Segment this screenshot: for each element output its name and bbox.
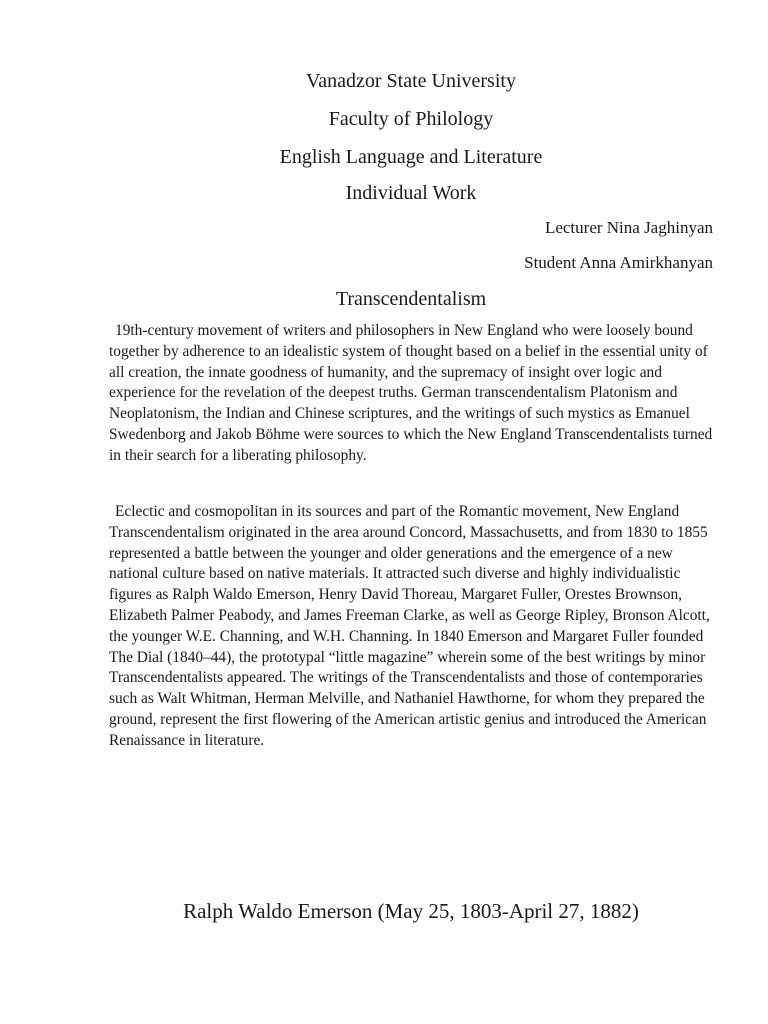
section-heading: Ralph Waldo Emerson (May 25, 1803-April 27, 1882) [183, 899, 639, 923]
paragraph-1-text: 19th-century movement of writers and philosophers in New England who were loosely bound together by adherence to an idealistic system of thought based on a belief in the essential unity of all creation, the innate goodness of humanity, and the supremacy of insight over logic and experience for the revelation of the deepest truths. German transcendentalism Platonism and Neoplatonism, the Indian and Chinese scriptures, and the writings of such mystics as Emanuel Swedenborg and Jakob Böhme were sources to which the New England Transcendentalists turned in their search for a liberating philosophy. [109, 322, 713, 464]
work-type: Individual Work [345, 182, 477, 204]
department-name: English Language and Literature [279, 146, 543, 168]
paragraph-2 [109, 502, 717, 752]
university-name: Vanadzor State University [306, 70, 516, 92]
student-name: Student Anna Amirkhanyan [524, 253, 713, 272]
document-title: Transcendentalism [335, 288, 487, 310]
paragraph-1 [109, 321, 717, 467]
paragraph-2-text: Eclectic and cosmopolitan in its sources and part of the Romantic movement, New England Transcendentalism originated in the area around Concord, Massachusetts, and from 1830 to 1855 represented a battle between the younger and older generations and the emergence of a new national culture based on native materials. It attracted such diverse and highly individualistic figures as Ralph Waldo Emerson, Henry David Thoreau, Margaret Fuller, Orestes Brownson, Elizabeth Palmer Peabody, and James Freeman Clarke, as well as George Ripley, Bronson Alcott, the younger W.E. Channing, and W.H. Channing. In 1840 Emerson and Margaret Fuller founded The Dial (1840–44), the prototypal “little magazine” wherein some of the best writings by minor Transcendentalists appeared. The writings of the Transcendentalists and those of contemporaries such as Walt Whitman, Herman Melville, and Nathaniel Hawthorne, for whom they prepared the ground, represent the first flowering of the American artistic genius and introduced the American Renaissance in literature. [109, 503, 710, 749]
faculty-name: Faculty of Philology [328, 108, 494, 130]
lecturer-name: Lecturer Nina Jaghinyan [544, 218, 713, 237]
